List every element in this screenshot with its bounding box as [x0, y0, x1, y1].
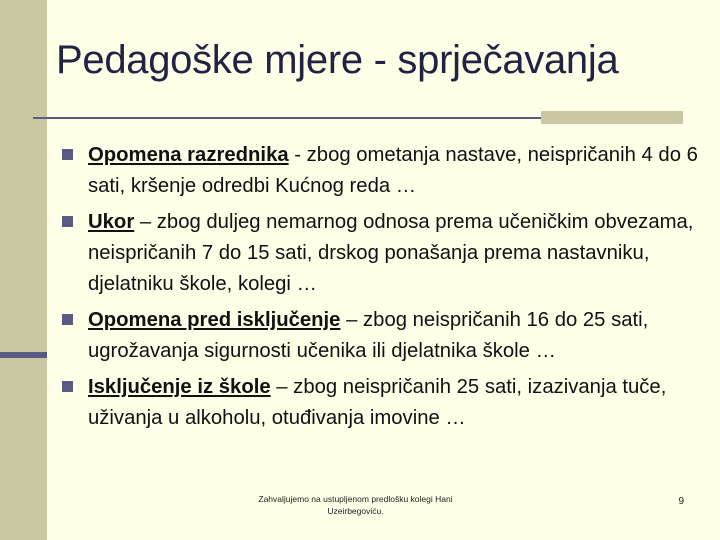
- bullet-text: – zbog neispričanih 16 do 25 sati, ugrožavanja sigurnosti učenika ili djelatnika škole …: [88, 309, 649, 362]
- bullet-list: [62, 140, 702, 439]
- bullet-item: [62, 305, 702, 367]
- bullet-term: Isključenje iz škole: [88, 376, 271, 398]
- bullet-item: [62, 372, 702, 434]
- square-bullet-icon: [62, 149, 73, 160]
- page-number: 9: [678, 496, 684, 507]
- footer-credit: Zahvaljujemo na ustupljenom predlošku kolegi Hani Uzeirbegoviću.: [258, 494, 453, 516]
- bullet-term: Ukor: [88, 211, 135, 233]
- bullet-item: [62, 140, 702, 202]
- left-sidebar-bar: [0, 0, 47, 540]
- bullet-text: – zbog neispričanih 25 sati, izazivanja tuče, uživanja u alkoholu, otuđivanja imovine …: [88, 376, 667, 429]
- bullet-text: - zbog ometanja nastave, neispričanih 4 do 6 sati, kršenje odredbi Kućnog reda …: [88, 144, 698, 197]
- sidebar-accent-stripe: [0, 352, 47, 358]
- bullet-item: [62, 207, 702, 300]
- bullet-term: Opomena razrednika: [88, 144, 289, 166]
- title-divider-block: [541, 111, 683, 124]
- square-bullet-icon: [62, 216, 73, 227]
- slide-title: Pedagoške mjere - sprječavanja: [56, 38, 619, 82]
- square-bullet-icon: [62, 314, 73, 325]
- bullet-text: – zbog duljeg nemarnog odnosa prema učeničkim obvezama, neispričanih 7 do 15 sati, drskog ponašanja prema nastavniku, djelatniku škole, kolegi …: [88, 211, 694, 295]
- bullet-term: Opomena pred isključenje: [88, 309, 341, 331]
- square-bullet-icon: [62, 381, 73, 392]
